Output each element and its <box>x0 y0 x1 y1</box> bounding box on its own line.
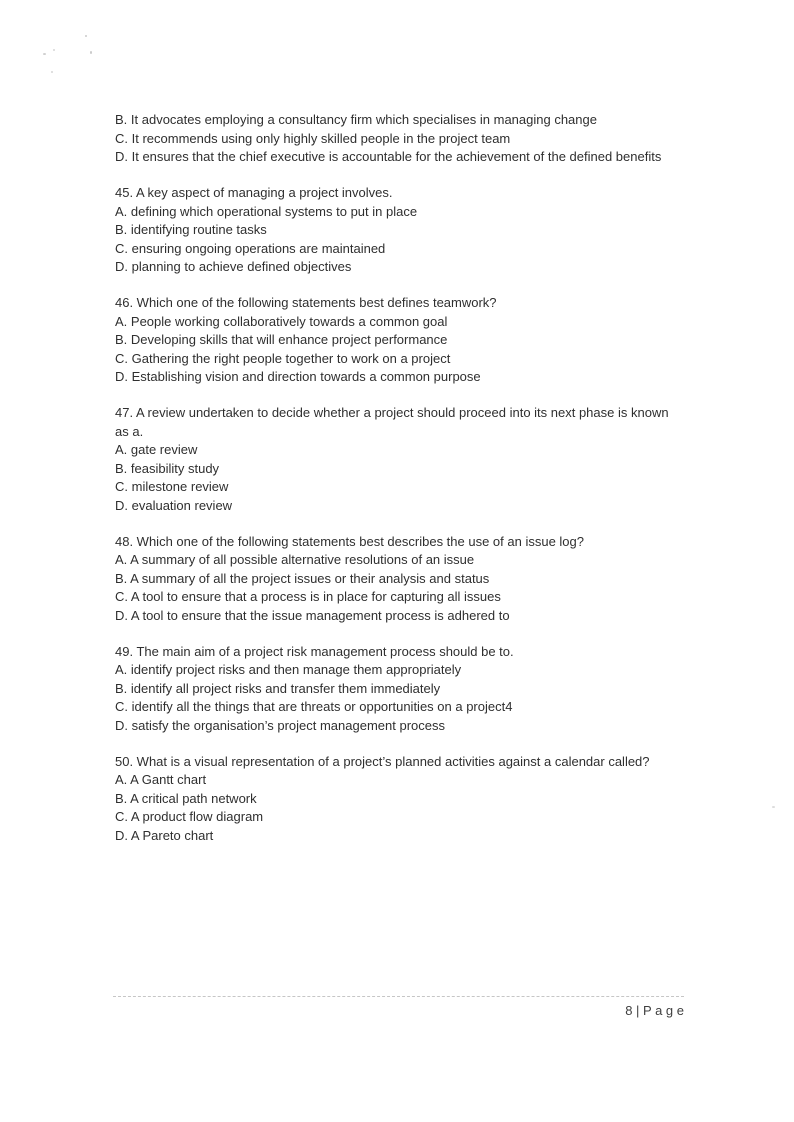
option-text: B. feasibility study <box>115 460 220 476</box>
page-number: 8 | P a g e <box>625 1003 684 1018</box>
question-block <box>115 184 685 277</box>
footer-divider <box>113 996 684 997</box>
option-text: B. identifying routine tasks <box>115 222 267 237</box>
option-text: C. Gathering the right people together to work on a project <box>115 350 451 366</box>
question-text: 46. Which one of the following statements best defines teamwork? <box>115 295 497 310</box>
question-text: 47. A review undertaken to decide whether a project should proceed into its next phase is known as a. <box>115 405 669 439</box>
option-text: C. ensuring ongoing operations are maintained <box>115 240 386 256</box>
option-text: A. A summary of all possible alternative resolutions of an issue <box>115 552 475 567</box>
question-text: 48. Which one of the following statements best describes the use of an issue log? <box>115 533 584 549</box>
option-text: B. A summary of all the project issues or their analysis and status <box>115 570 490 586</box>
option-text: C. A product flow diagram <box>115 809 264 824</box>
option-text: D. A tool to ensure that the issue management process is adhered to <box>115 607 510 623</box>
option-text: A. identify project risks and then manage them appropriately <box>115 662 462 677</box>
option-text: A. gate review <box>115 442 198 457</box>
option-text: D. planning to achieve defined objectives <box>115 259 352 274</box>
option-text: D. evaluation review <box>115 497 233 513</box>
option-text: D. satisfy the organisation’s project management process <box>115 717 445 733</box>
option-text: D. Establishing vision and direction towards a common purpose <box>115 369 481 384</box>
option-text: B. It advocates employing a consultancy firm which specialises in managing change <box>115 112 597 127</box>
question-block <box>115 753 685 846</box>
option-text: B. Developing skills that will enhance project performance <box>115 332 448 347</box>
option-text: A. People working collaboratively towards a common goal <box>115 313 448 329</box>
question-text: 50. What is a visual representation of a project’s planned activities against a calendar called? <box>115 753 650 769</box>
question-text: 49. The main aim of a project risk management process should be to. <box>115 643 514 659</box>
option-text: A. defining which operational systems to put in place <box>115 203 418 219</box>
scan-artifact <box>43 53 46 55</box>
option-text: A. A Gantt chart <box>115 772 207 787</box>
option-text: C. A tool to ensure that a process is in place for capturing all issues <box>115 589 501 604</box>
question-block <box>115 533 685 626</box>
scan-artifact <box>51 71 53 73</box>
option-text: C. It recommends using only highly skilled people in the project team <box>115 130 511 146</box>
question-block <box>115 294 685 387</box>
option-text: D. A Pareto chart <box>115 827 214 843</box>
option-text: B. identify all project risks and transfer them immediately <box>115 680 441 696</box>
option-text: C. milestone review <box>115 479 229 494</box>
scan-artifact <box>53 49 55 51</box>
scan-artifact <box>85 35 87 37</box>
question-list <box>115 111 685 863</box>
option-text: B. A critical path network <box>115 790 257 806</box>
scan-artifact <box>90 51 92 54</box>
scan-artifact <box>772 806 775 808</box>
option-text: C. identify all the things that are threats or opportunities on a project4 <box>115 699 513 714</box>
option-text: D. It ensures that the chief executive is accountable for the achievement of the defined benefits <box>115 149 662 164</box>
question-text: 45. A key aspect of managing a project involves. <box>115 185 393 200</box>
question-block <box>115 643 685 736</box>
question-block <box>115 404 685 515</box>
question-block <box>115 111 685 167</box>
